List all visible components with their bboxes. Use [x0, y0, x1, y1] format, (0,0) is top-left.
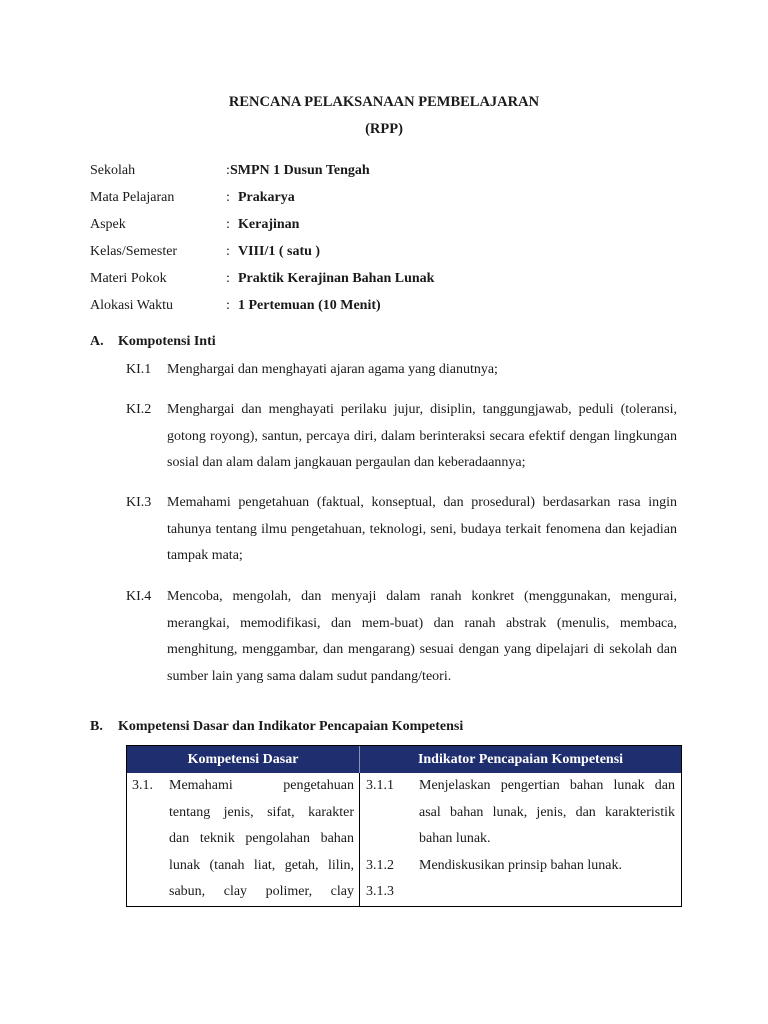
document-title: RENCANA PELAKSANAAN PEMBELAJARAN: [228, 94, 540, 110]
section-heading-core-competence: [90, 334, 216, 350]
table-header-cell: Kompetensi Dasar: [127, 746, 360, 773]
kd-line: sabun, clay polimer, clay: [169, 884, 354, 899]
item-number: KI.4: [126, 589, 152, 604]
section-letter: A.: [90, 334, 104, 349]
info-row-subject: [90, 189, 434, 216]
info-row-class-semester: [90, 243, 434, 270]
indicator-cell: [360, 773, 681, 907]
info-label: Sekolah: [90, 163, 136, 178]
info-value: VIII/1 ( satu ): [238, 244, 321, 259]
indicator-text: [419, 773, 675, 853]
core-competence-item: [126, 490, 677, 570]
indicator-line: bahan lunak.: [419, 831, 491, 846]
info-value: Prakarya: [238, 190, 295, 205]
indicator-item: [366, 773, 675, 853]
basic-competence-cell: [127, 773, 360, 907]
kd-line: lunak (tanah liat, getah, lilin,: [169, 857, 354, 873]
item-text: Menghargai dan menghayati perilaku jujur, disiplin, tanggungjawab, peduli (toleransi, gotong royong), santun, percaya diri, dalam berinteraksi secara efektif dengan lingkungan sosial dan alam dalam jangkauan pergaulan dan keberadaannya;: [167, 402, 677, 470]
kd-line: Memahami pengetahuan: [169, 778, 354, 793]
identity-block: [90, 162, 434, 324]
info-separator: :: [226, 217, 230, 232]
item-number: KI.2: [126, 402, 152, 417]
section-heading-basic-competence: [90, 719, 463, 735]
info-value: Kerajinan: [238, 217, 300, 232]
info-separator: :: [226, 190, 230, 205]
kd-text: [169, 773, 359, 907]
info-separator: :: [226, 298, 230, 313]
info-label: Materi Pokok: [90, 271, 167, 286]
info-value: 1 Pertemuan (10 Menit): [238, 298, 381, 313]
core-competence-item: [126, 397, 677, 477]
indicator-number: 3.1.3: [366, 884, 394, 899]
section-letter: B.: [90, 719, 103, 734]
indicator-number: 3.1.2: [366, 857, 394, 873]
info-separator: :: [226, 271, 230, 286]
indicator-number: 3.1.1: [366, 778, 394, 793]
section-title: Kompetensi Dasar dan Indikator Pencapaian Kompetensi: [118, 719, 464, 734]
section-title: Kompotensi Inti: [118, 334, 216, 349]
info-separator: :: [226, 163, 230, 178]
competence-table: [126, 745, 682, 907]
kd-line: dan teknik pengolahan bahan: [169, 831, 354, 846]
indicator-text: [419, 853, 675, 880]
indicator-line: asal bahan lunak, jenis, dan karakteristik: [419, 804, 675, 820]
core-competence-item: [126, 584, 677, 690]
info-row-time-allocation: [90, 297, 434, 324]
indicator-item: [366, 853, 675, 880]
info-label: Alokasi Waktu: [90, 298, 173, 313]
document-subtitle: (RPP): [365, 121, 403, 137]
info-row-aspect: [90, 216, 434, 243]
indicator-line: Mendiskusikan prinsip bahan lunak.: [419, 857, 622, 873]
info-label: Kelas/Semester: [90, 244, 178, 259]
kd-line: tentang jenis, sifat, karakter: [169, 804, 354, 820]
indicator-item: [366, 879, 675, 906]
item-text: Mencoba, mengolah, dan menyaji dalam ranah konkret (menggunakan, mengurai, merangkai, memodifikasi, dan mem-buat) dan ranah abstrak (menulis, membaca, menghitung, menggambar, dan mengarang) sesuai dengan yang dipelajari di sekolah dan sumber lain yang sama dalam sudut pandang/teori.: [167, 589, 677, 684]
indicator-text: [419, 879, 675, 906]
info-separator: :: [226, 244, 230, 259]
table-row: [127, 773, 681, 907]
info-value: Praktik Kerajinan Bahan Lunak: [238, 271, 435, 286]
info-value: SMPN 1 Dusun Tengah: [230, 163, 370, 178]
item-number: KI.3: [126, 495, 152, 510]
info-label: Mata Pelajaran: [90, 190, 175, 205]
table-header-cell: Indikator Pencapaian Kompetensi: [417, 752, 624, 767]
item-text: Menghargai dan menghayati ajaran agama yang dianutnya;: [167, 362, 498, 377]
info-row-topic: [90, 270, 434, 297]
core-competence-item: [126, 357, 677, 384]
kd-number: 3.1.: [132, 778, 153, 793]
table-header: [127, 746, 681, 773]
info-row-school: [90, 162, 434, 189]
info-label: Aspek: [90, 217, 126, 232]
indicator-line: Menjelaskan pengertian bahan lunak dan: [419, 778, 675, 793]
item-number: KI.1: [126, 362, 152, 377]
item-text: Memahami pengetahuan (faktual, konseptual, dan prosedural) berdasarkan rasa ingin tahunya tentang ilmu pengetahuan, teknologi, seni, budaya terkait fenomena dan kejadian tampak mata;: [167, 495, 677, 563]
